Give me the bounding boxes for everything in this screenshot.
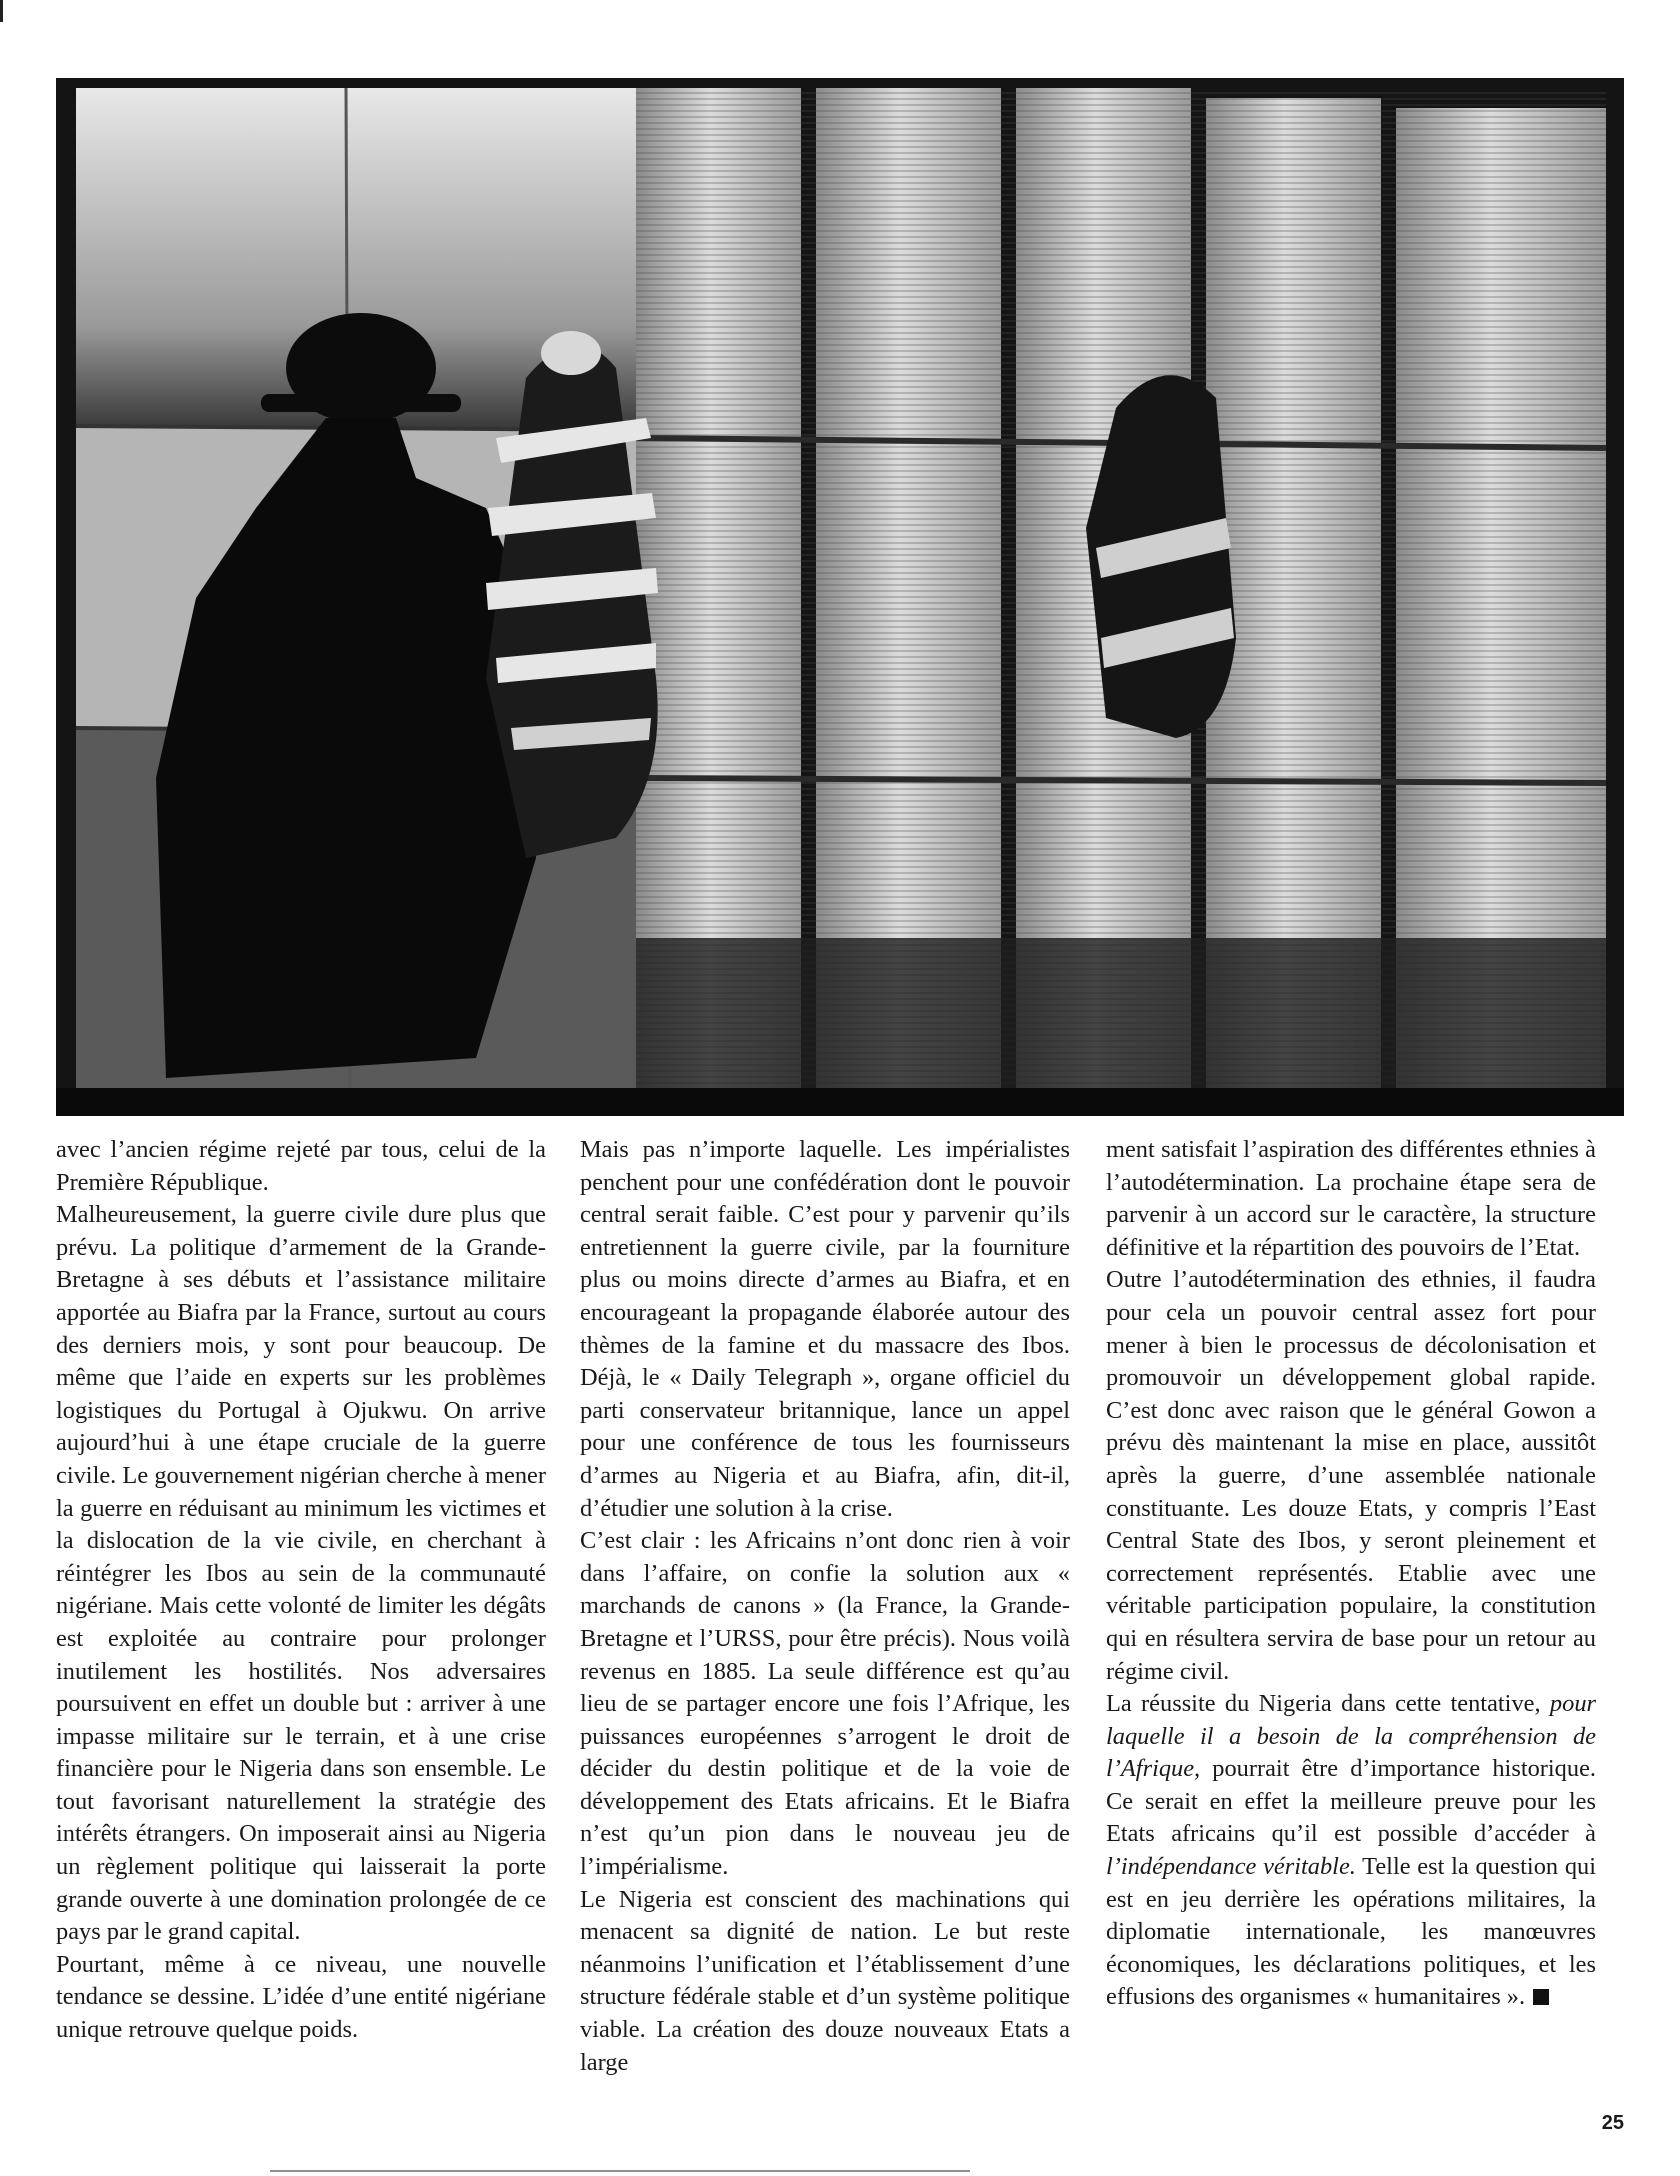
scan-edge-mark <box>0 0 3 22</box>
article-photograph <box>56 78 1624 1116</box>
column-3-italic-independance: l’indépendance véritable. <box>1106 1853 1356 1881</box>
end-of-article-mark <box>1533 1989 1549 2005</box>
column-3-text-c: Telle est la question qui est en jeu derrière les opérations militaires, la diplomatie internationale, les manœuvres économiques, les déclarations politiques, et les effusions des organismes « humanitaires ». <box>1106 1853 1597 2011</box>
article-column-1: avec l’ancien régime rejeté par tous, celui de la Première République. Malheureusement, la guerre civile dure plus que prévu. La politique d’armement de la Grande-Bretagne à ses débuts et l’assistance militaire apportée au Biafra par la France, surtout au cours des derniers mois, y sont pour beaucoup. De même que l’aide en experts sur les problèmes logistiques du Portugal à Ojukwu. On arrive aujourd’hui à une étape cruciale de la guerre civile. Le gouvernement nigérian cherche à mener la guerre en réduisant au minimum les victimes et la dislocation de la vie civile, en cherchant à réintégrer les Ibos au sein de la communauté nigériane. Mais cette volonté de limiter les dégâts est exploitée au contraire pour prolonger inutilement les hostilités. Nos adversaires poursuivent en effet un double but : arriver à une impasse militaire sur le terrain, et à une crise financière pour le Nigeria dans son ensemble. Le tout favorisant naturellement la stratégie des intérêts étrangers. On imposerait ainsi au Nigeria un règlement politique qui laisserait la porte grande ouverte à une domination prolongée de ce pays par le grand capital. Pourtant, même à ce niveau, une nouvelle tendance se dessine. L’idée d’une entité nigériane unique retrouve quelque poids. <box>56 1136 546 2044</box>
column-3-italic-comprehension: pour laquelle il a besoin de la compréhension de l’Afrique, <box>1106 1690 1596 1783</box>
scan-bottom-line <box>270 2170 970 2172</box>
article-column-2: Mais pas n’importe laquelle. Les impérialistes penchent pour une confédération dont le pouvoir central serait faible. C’est pour y parvenir qu’ils entretiennent la guerre civile, par la fourniture plus ou moins directe d’armes au Biafra, et en encourageant la propagande élaborée autour des thèmes de la famine et du massacre des Ibos. Déjà, le « Daily Telegraph », organe officiel du parti conservateur britannique, lance un appel pour une conférence de tous les fournisseurs d’armes au Nigeria et au Biafra, afin, dit-il, d’étudier une solution à la crise. C’est clair : les Africains n’ont donc rien à voir dans l’affaire, on confie la solution aux « marchands de canons » (la France, la Grande-Bretagne et l’URSS, pour être précis). Nous voilà revenus en 1885. La seule différence est qu’au lieu de se partager encore une fois l’Afrique, les puissances européennes s’arrogent le droit de décider du destin politique et de la voie de développement des Etats africains. Et le Biafra n’est qu’un pion dans le nouveau jeu de l’impérialisme. Le Nigeria est conscient des machinations qui menacent sa dignité de nation. Le but reste néanmoins l’unification et l’établissement d’une structure fédérale stable et d’un système politique viable. La création des douze nouveaux Etats a large <box>580 1136 1070 2076</box>
column-3-text-b: pourrait être d’importance historique. Ce serait en effet la meilleure preuve pour les Etats africains qu’il est possible d’accéder à <box>1106 1755 1596 1848</box>
article-column-3 <box>1106 1134 1596 2014</box>
page-number: 25 <box>1601 2112 1624 2134</box>
column-3-text-a: ment satisfait l’aspiration des différentes ethnies à l’autodétermination. La prochaine étape sera de parvenir à un accord sur le caractère, la structure définitive et la répartition des pouvoirs de l’Etat. Outre l’autodétermination des ethnies, il faudra pour cela un pouvoir central assez fort pour mener à bien le processus de décolonisation et promouvoir un développement global rapide. C’est donc avec raison que le général Gowon a prévu dès maintenant la mise en place, aussitôt après la guerre, d’une assemblée nationale constituante. Les douze Etats, y compris l’East Central State des Ibos, y seront pleinement et correctement représentés. Etablie avec une véritable participation populaire, la constitution qui en résultera servira de base pour un retour au régime civil. La réussite du Nigeria dans cette tentative, <box>1106 1136 1596 1718</box>
